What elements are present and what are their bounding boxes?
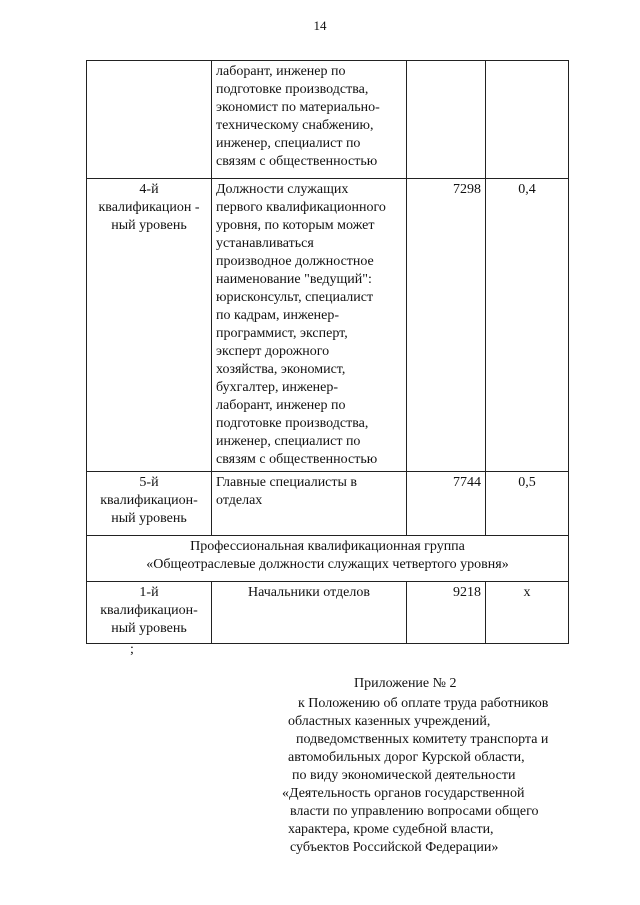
text-line: 4-й <box>139 182 159 197</box>
cell-positions <box>212 61 407 179</box>
cell-level <box>87 472 212 536</box>
text-line: связям с общественностью <box>216 154 378 169</box>
appendix-line: областных казенных учреждений, <box>288 714 491 729</box>
text-line: по кадрам, инженер- <box>216 308 340 323</box>
cell-level <box>87 179 212 472</box>
cell-level <box>87 61 212 179</box>
text-line: подготовке производства, <box>216 82 369 97</box>
text-line: устанавливаться <box>216 236 314 251</box>
text-line: хозяйства, экономист, <box>216 362 346 377</box>
table-row-group-header <box>87 536 569 582</box>
cell-positions <box>212 472 407 536</box>
table-row-level4 <box>87 179 569 472</box>
text-line: 5-й <box>139 475 159 490</box>
text-line: ный уровень <box>111 511 187 526</box>
page-number: 14 <box>313 18 327 33</box>
text-line: отделах <box>216 493 263 508</box>
appendix-block <box>270 675 600 857</box>
cell-coefficient: x <box>486 582 569 644</box>
cell-positions: Начальники отделов <box>212 582 407 644</box>
cell-salary: 7744 <box>407 472 486 536</box>
table-row-level1 <box>87 582 569 644</box>
text-line: производное должностное <box>216 254 374 269</box>
salary-table <box>86 60 569 644</box>
text-line: бухгалтер, инженер- <box>216 380 339 395</box>
cell-group-header <box>87 536 569 582</box>
text-line: юрисконсульт, специалист <box>216 290 374 305</box>
text-line: инженер, специалист по <box>216 136 361 151</box>
appendix-line: подведомственных комитету транспорта и <box>296 732 549 747</box>
text-line: ный уровень <box>111 621 187 636</box>
text-line: наименование "ведущий": <box>216 272 372 287</box>
text-line: уровня, по которым может <box>216 218 375 233</box>
text-line: экономист по материально- <box>216 100 380 115</box>
group-title-line: Профессиональная квалификационная группа <box>190 539 465 554</box>
cell-salary <box>407 61 486 179</box>
appendix-title: Приложение № 2 <box>354 676 457 691</box>
cell-coefficient <box>486 61 569 179</box>
table-row-level5 <box>87 472 569 536</box>
cell-level <box>87 582 212 644</box>
cell-coefficient: 0,5 <box>486 472 569 536</box>
text-line: связям с общественностью <box>216 452 378 467</box>
text-line: квалификацион - <box>98 200 200 215</box>
text-line: первого квалификационного <box>216 200 386 215</box>
cell-salary: 9218 <box>407 582 486 644</box>
appendix-line: по виду экономической деятельности <box>292 768 516 783</box>
appendix-line: автомобильных дорог Курской области, <box>288 750 525 765</box>
text-line: техническому снабжению, <box>216 118 374 133</box>
appendix-line: к Положению об оплате труда работников <box>298 696 549 711</box>
table-row-continued <box>87 61 569 179</box>
text-line: ный уровень <box>111 218 187 233</box>
text-line: лаборант, инженер по <box>216 64 346 79</box>
text-line: Должности служащих <box>216 182 349 197</box>
semicolon: ; <box>130 642 134 657</box>
text-line: лаборант, инженер по <box>216 398 346 413</box>
cell-salary: 7298 <box>407 179 486 472</box>
text-line: подготовке производства, <box>216 416 369 431</box>
appendix-line: характера, кроме судебной власти, <box>288 822 494 837</box>
text-line: инженер, специалист по <box>216 434 361 449</box>
text-line: квалификацион- <box>100 603 198 618</box>
group-title-line: «Общеотраслевые должности служащих четвертого уровня» <box>146 557 509 572</box>
cell-positions <box>212 179 407 472</box>
cell-coefficient: 0,4 <box>486 179 569 472</box>
text-line: квалификацион- <box>100 493 198 508</box>
appendix-line: власти по управлению вопросами общего <box>290 804 539 819</box>
text-line: 1-й <box>139 585 159 600</box>
appendix-line: субъектов Российской Федерации» <box>290 840 499 855</box>
text-line: Главные специалисты в <box>216 475 358 490</box>
text-line: программист, эксперт, <box>216 326 348 341</box>
appendix-line: «Деятельность органов государственной <box>282 786 525 801</box>
text-line: эксперт дорожного <box>216 344 330 359</box>
